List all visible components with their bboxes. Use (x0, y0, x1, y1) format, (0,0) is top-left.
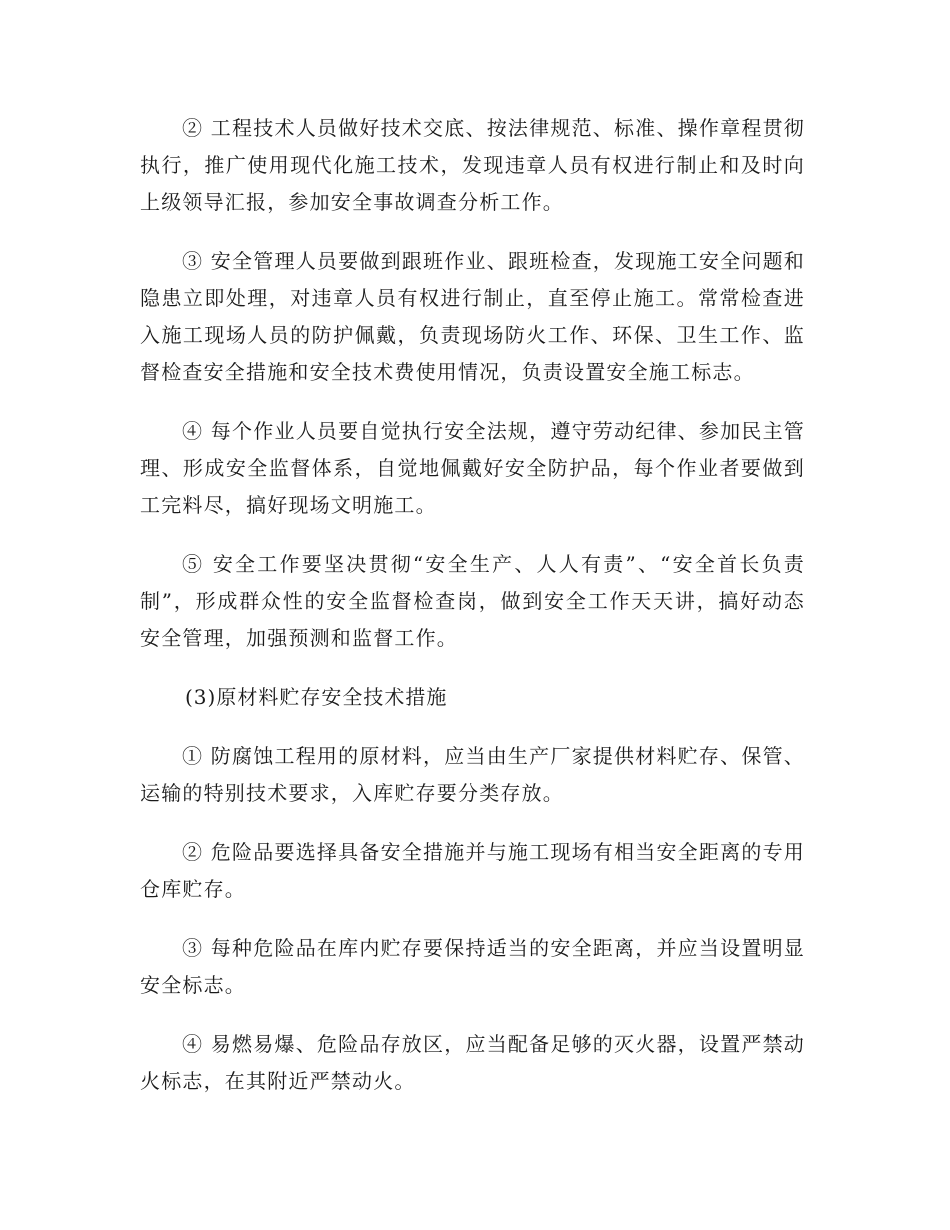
paragraph-item-3: ③ 安全管理人员要做到跟班作业、跟班检查，发现施工安全问题和隐患立即处理，对违章人员有权进行制止，直至停止施工。常常检查进入施工现场人员的防护佩戴，负责现场防火工作、环保、卫生工作、监督检查安全措施和安全技术费使用情况，负责设置安全施工标志。 (140, 249, 805, 384)
storage-item-2: ② 危险品要选择具备安全措施并与施工现场有相当安全距离的专用仓库贮存。 (140, 840, 805, 901)
section-heading: (3)原材料贮存安全技术措施 (185, 685, 448, 709)
storage-item-1: ① 防腐蚀工程用的原材料，应当由生产厂家提供材料贮存、保管、运输的特别技术要求，入库贮存要分类存放。 (140, 744, 805, 805)
paragraph-item-4: ④ 每个作业人员要自觉执行安全法规，遵守劳动纪律、参加民主管理、形成安全监督体系，自觉地佩戴好安全防护品，每个作业者要做到工完料尽，搞好现场文明施工。 (140, 419, 805, 517)
storage-item-4: ④ 易燃易爆、危险品存放区，应当配备足够的灭火器，设置严禁动火标志，在其附近严禁动火。 (140, 1032, 805, 1093)
paragraph-item-5: ⑤ 安全工作要坚决贯彻“安全生产、人人有责”、“安全首长负责制”，形成群众性的安全监督检查岗，做到安全工作天天讲，搞好动态安全管理，加强预测和监督工作。 (140, 552, 805, 650)
storage-item-3: ③ 每种危险品在库内贮存要保持适当的安全距离，并应当设置明显安全标志。 (140, 936, 805, 997)
document-body (140, 110, 805, 1122)
paragraph-item-2: ② 工程技术人员做好技术交底、按法律规范、标准、操作章程贯彻执行，推广使用现代化施工技术，发现违章人员有权进行制止和及时向上级领导汇报，参加安全事故调查分析工作。 (140, 116, 805, 214)
